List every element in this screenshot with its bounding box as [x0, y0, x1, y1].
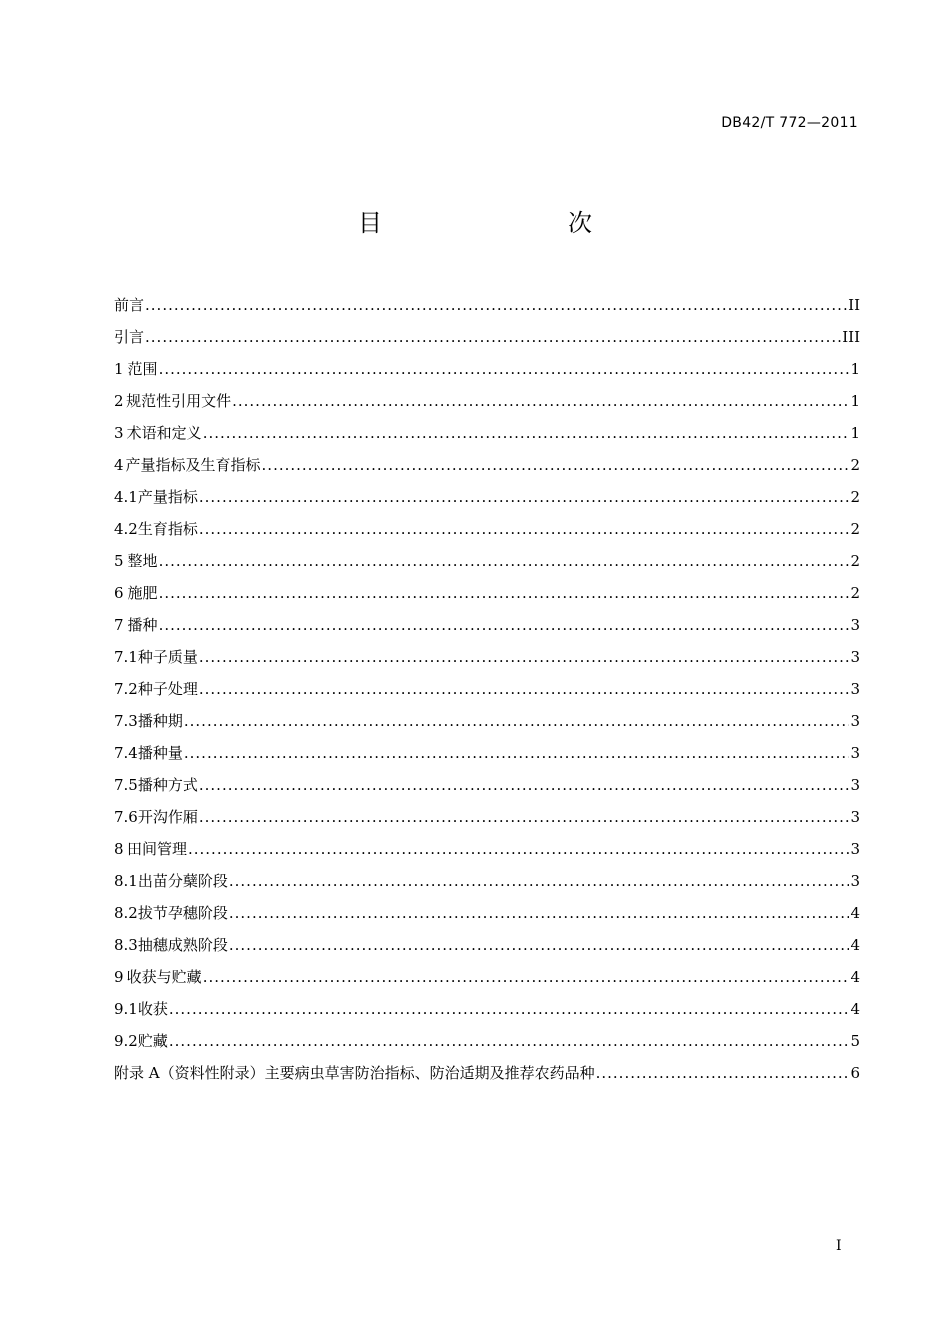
toc-entry-number: 3 [114, 424, 124, 442]
toc-entry-7-1[interactable] [114, 646, 860, 678]
toc-entry-label: 贮藏 [137, 1032, 168, 1050]
toc-entry-page: 5 [850, 1032, 860, 1050]
toc-entry-page: 3 [850, 680, 860, 698]
toc-leader-dots [199, 520, 850, 538]
toc-entry-9-1[interactable] [114, 998, 860, 1030]
toc-entry-page: 1 [850, 392, 860, 410]
toc-entry-page: 2 [850, 456, 860, 474]
toc-entry-appendix-a[interactable] [114, 1062, 860, 1094]
toc-entry-8-1[interactable] [114, 870, 860, 902]
toc-entry-foreword[interactable] [114, 294, 860, 326]
toc-entry-label: 规范性引用文件 [126, 392, 232, 410]
toc-leader-dots [199, 776, 850, 794]
toc-entry-number: 7.2 [114, 680, 138, 698]
toc-entry-label: 附录 A（资料性附录）主要病虫草害防治指标、防治适期及推荐农药品种 [114, 1064, 595, 1082]
toc-leader-dots [159, 360, 850, 378]
toc-entry-7[interactable] [114, 614, 860, 646]
toc-entry-label: 播种量 [137, 744, 183, 762]
toc-leader-dots [596, 1064, 850, 1082]
toc-entry-label: 种子质量 [137, 648, 198, 666]
toc-entry-page: 2 [850, 552, 860, 570]
toc-entry-1[interactable] [114, 358, 860, 390]
toc-leader-dots [145, 328, 841, 346]
toc-entry-number: 7 [114, 616, 124, 634]
page-number: I [836, 1238, 842, 1254]
toc-leader-dots [159, 584, 850, 602]
toc-entry-number: 9.1 [114, 1000, 138, 1018]
toc-entry-introduction[interactable] [114, 326, 860, 358]
toc-entry-number: 7.6 [114, 808, 138, 826]
toc-entry-page: 4 [850, 1000, 860, 1018]
toc-entry-page: 4 [850, 968, 860, 986]
toc-entry-6[interactable] [114, 582, 860, 614]
toc-entry-label: 收获 [137, 1000, 168, 1018]
toc-entry-number: 7.1 [114, 648, 138, 666]
toc-entry-number: 9 [114, 968, 124, 986]
toc-entry-label: 生育指标 [137, 520, 198, 538]
toc-entry-page: 3 [850, 840, 860, 858]
toc-entry-number: 8.2 [114, 904, 138, 922]
toc-entry-number: 8.3 [114, 936, 138, 954]
toc-entry-page: 3 [850, 808, 860, 826]
toc-entry-4-2[interactable] [114, 518, 860, 550]
toc-leader-dots [262, 456, 850, 474]
toc-entry-8[interactable] [114, 838, 860, 870]
toc-entry-number: 8.1 [114, 872, 138, 890]
toc-entry-7-5[interactable] [114, 774, 860, 806]
toc-entry-label: 前言 [114, 296, 145, 314]
toc-entry-number: 4 [114, 456, 124, 474]
toc-entry-label: 产量指标 [137, 488, 198, 506]
toc-entry-label: 种子处理 [137, 680, 198, 698]
toc-entry-label: 施肥 [127, 584, 158, 602]
toc-entry-4-1[interactable] [114, 486, 860, 518]
standard-code: DB42/T 772—2011 [721, 115, 858, 131]
toc-entry-number: 2 [114, 392, 124, 410]
toc-entry-page: III [842, 328, 860, 346]
page-title: 目 次 [358, 209, 638, 237]
toc-entry-label: 抽穗成熟阶段 [137, 936, 228, 954]
toc-entry-number: 5 [114, 552, 124, 570]
toc-leader-dots [229, 904, 850, 922]
toc-entry-number: 9.2 [114, 1032, 138, 1050]
toc-entry-label: 田间管理 [126, 840, 187, 858]
toc-entry-label: 拔节孕穗阶段 [137, 904, 228, 922]
toc-leader-dots [188, 840, 849, 858]
toc-entry-4[interactable] [114, 454, 860, 486]
toc-entry-label: 引言 [114, 328, 145, 346]
toc-leader-dots [184, 712, 850, 730]
toc-entry-7-6[interactable] [114, 806, 860, 838]
toc-entry-page: 1 [850, 424, 860, 442]
toc-entry-9-2[interactable] [114, 1030, 860, 1062]
toc-entry-page: 2 [850, 520, 860, 538]
toc-entry-page: 1 [850, 360, 860, 378]
toc-entry-label: 播种 [127, 616, 158, 634]
toc-entry-page: 3 [850, 648, 860, 666]
toc-entry-page: 3 [850, 744, 860, 762]
toc-entry-label: 播种方式 [137, 776, 198, 794]
toc-leader-dots [159, 552, 850, 570]
toc-entry-page: 4 [850, 904, 860, 922]
toc-leader-dots [199, 648, 850, 666]
toc-entry-number: 4.2 [114, 520, 138, 538]
toc-entry-number: 1 [114, 360, 124, 378]
toc-entry-8-3[interactable] [114, 934, 860, 966]
toc-entry-5[interactable] [114, 550, 860, 582]
toc-entry-number: 7.3 [114, 712, 138, 730]
toc-leader-dots [199, 808, 850, 826]
toc-entry-page: 4 [850, 936, 860, 954]
toc-entry-2[interactable] [114, 390, 860, 422]
toc-entry-number: 7.4 [114, 744, 138, 762]
toc-leader-dots [229, 936, 850, 954]
toc-leader-dots [145, 296, 847, 314]
toc-entry-page: 6 [850, 1064, 860, 1082]
toc-leader-dots [199, 680, 850, 698]
toc-entry-7-3[interactable] [114, 710, 860, 742]
toc-entry-number: 4.1 [114, 488, 138, 506]
toc-entry-page: 2 [850, 488, 860, 506]
toc-entry-page: 3 [850, 712, 860, 730]
toc-leader-dots [169, 1000, 850, 1018]
toc-entry-9[interactable] [114, 966, 860, 998]
toc-entry-page: 2 [850, 584, 860, 602]
toc-entry-label: 出苗分蘖阶段 [137, 872, 228, 890]
toc-entry-page: 3 [850, 776, 860, 794]
toc-leader-dots [232, 392, 849, 410]
toc-entry-label: 术语和定义 [126, 424, 202, 442]
toc-leader-dots [203, 968, 850, 986]
toc-entry-label: 产量指标及生育指标 [125, 456, 261, 474]
toc-entry-7-2[interactable] [114, 678, 860, 710]
toc-leader-dots [203, 424, 850, 442]
toc-entry-label: 开沟作厢 [137, 808, 198, 826]
toc-entry-7-4[interactable] [114, 742, 860, 774]
toc-entry-number: 8 [114, 840, 124, 858]
toc-entry-label: 整地 [127, 552, 158, 570]
toc-leader-dots [199, 488, 850, 506]
toc-entry-page: 3 [850, 872, 860, 890]
toc-entry-number: 7.5 [114, 776, 138, 794]
table-of-contents [114, 294, 860, 1094]
toc-entry-3[interactable] [114, 422, 860, 454]
toc-entry-page: II [848, 296, 860, 314]
toc-entry-8-2[interactable] [114, 902, 860, 934]
toc-entry-label: 收获与贮藏 [126, 968, 202, 986]
toc-leader-dots [229, 872, 850, 890]
toc-entry-label: 范围 [127, 360, 158, 378]
toc-entry-number: 6 [114, 584, 124, 602]
toc-entry-page: 3 [850, 616, 860, 634]
toc-leader-dots [169, 1032, 850, 1050]
toc-leader-dots [184, 744, 850, 762]
toc-entry-label: 播种期 [137, 712, 183, 730]
toc-leader-dots [159, 616, 850, 634]
